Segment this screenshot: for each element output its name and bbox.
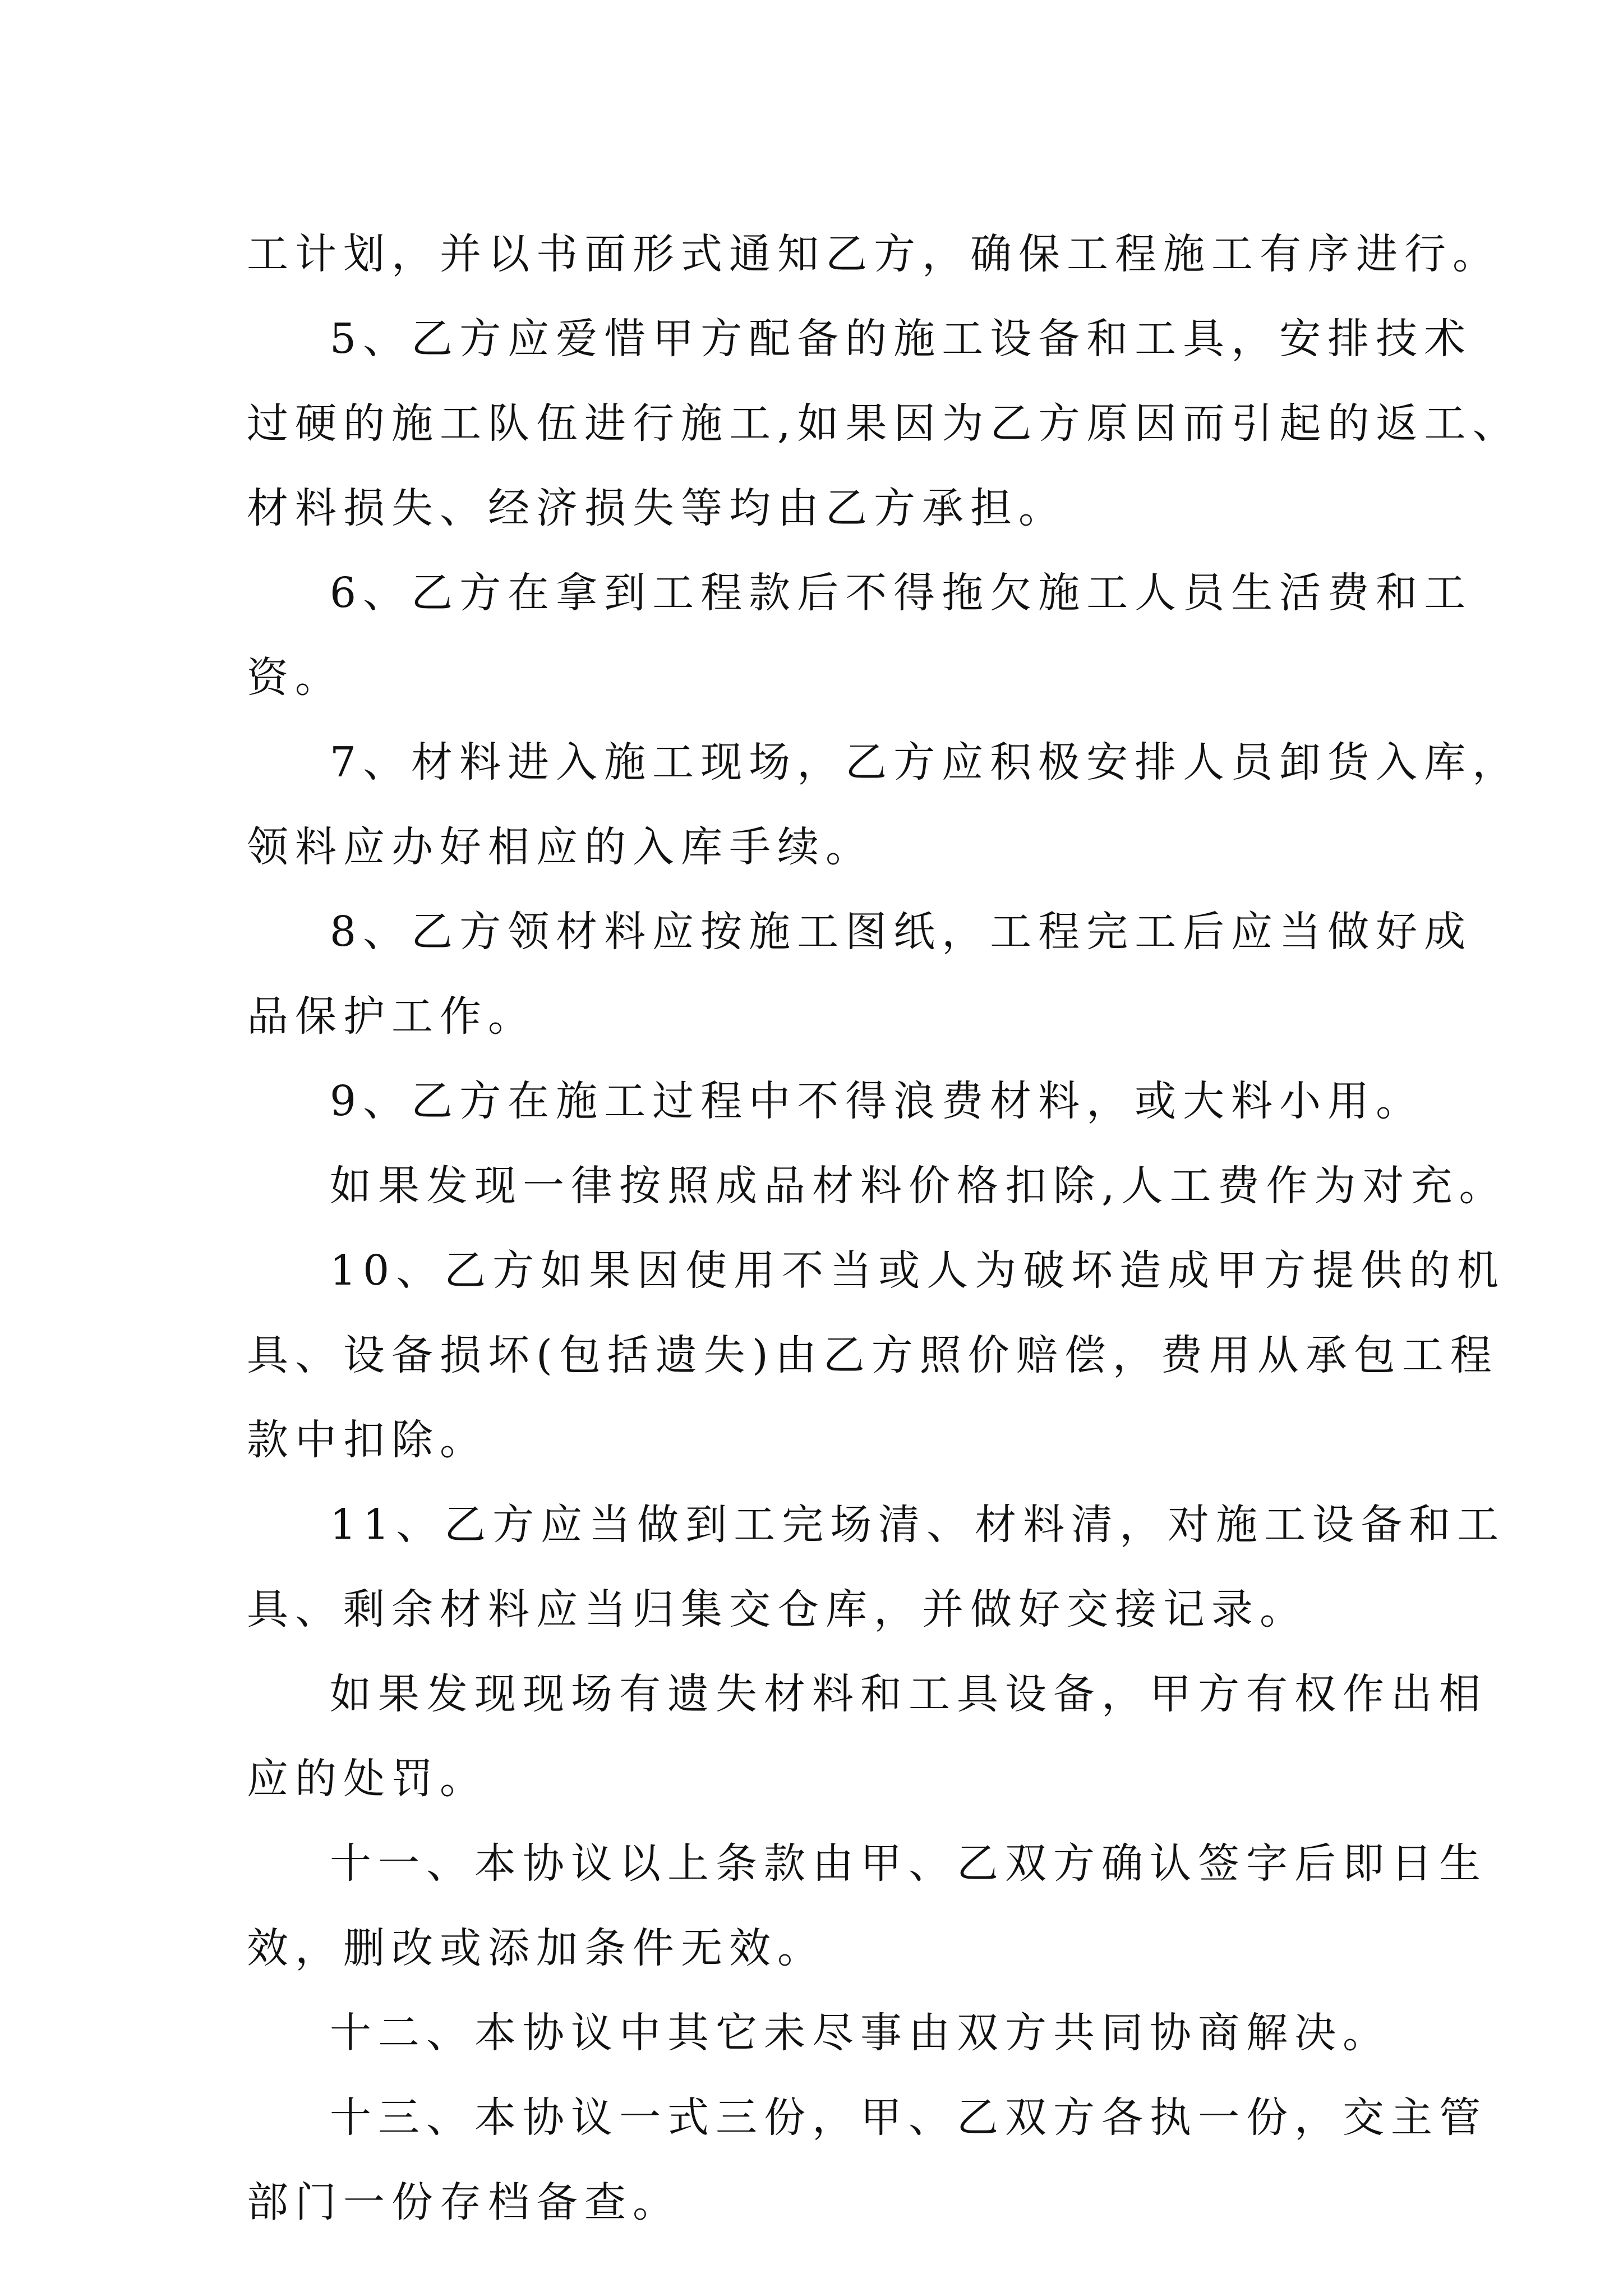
text-line: 7、材料进入施工现场，乙方应积极安排人员卸货入库， [330, 738, 1521, 786]
text-line: 十三、本协议一式三份，甲、乙双方各执一份，交主管 [330, 2093, 1487, 2142]
text-line: 应的处罚。 [247, 1755, 488, 1803]
text-line: 资。 [247, 654, 343, 702]
text-line: 如果发现现场有遗失材料和工具设备，甲方有权作出相 [330, 1670, 1487, 1718]
text-line: 如果发现一律按照成品材料价格扣除,人工费作为对充。 [330, 1162, 1507, 1210]
text-line: 5、乙方应爱惜甲方配备的施工设备和工具，安排技术 [330, 315, 1473, 363]
text-line: 具、设备损坏(包括遗失)由乙方照价赔偿，费用从承包工程 [247, 1331, 1498, 1379]
text-line: 十一、本协议以上条款由甲、乙双方确认签字后即日生 [330, 1839, 1487, 1888]
text-line: 9、乙方在施工过程中不得浪费材料，或大料小用。 [330, 1077, 1424, 1125]
text-line: 款中扣除。 [247, 1416, 488, 1464]
text-line: 6、乙方在拿到工程款后不得拖欠施工人员生活费和工 [330, 569, 1473, 617]
text-line: 十二、本协议中其它未尽事由双方共同协商解决。 [330, 2009, 1391, 2057]
text-line: 部门一份存档备查。 [247, 2178, 681, 2226]
text-line: 具、剩余材料应当归集交仓库，并做好交接记录。 [247, 1585, 1308, 1634]
text-line: 工计划，并以书面形式通知乙方，确保工程施工有序进行。 [247, 230, 1501, 278]
text-line: 11、乙方应当做到工完场清、材料清，对施工设备和工 [330, 1501, 1506, 1549]
text-line: 品保护工作。 [247, 992, 536, 1041]
text-line: 材料损失、经济损失等均由乙方承担。 [247, 484, 1067, 532]
text-line: 过硬的施工队伍进行施工,如果因为乙方原因而引起的返工、 [247, 399, 1521, 448]
text-line: 效，删改或添加条件无效。 [247, 1924, 826, 1972]
text-line: 领料应办好相应的入库手续。 [247, 823, 874, 871]
document-body [247, 212, 1521, 2245]
text-line: 10、乙方如果因使用不当或人为破坏造成甲方提供的机 [330, 1246, 1506, 1295]
text-line: 8、乙方领材料应按施工图纸，工程完工后应当做好成 [330, 908, 1473, 956]
